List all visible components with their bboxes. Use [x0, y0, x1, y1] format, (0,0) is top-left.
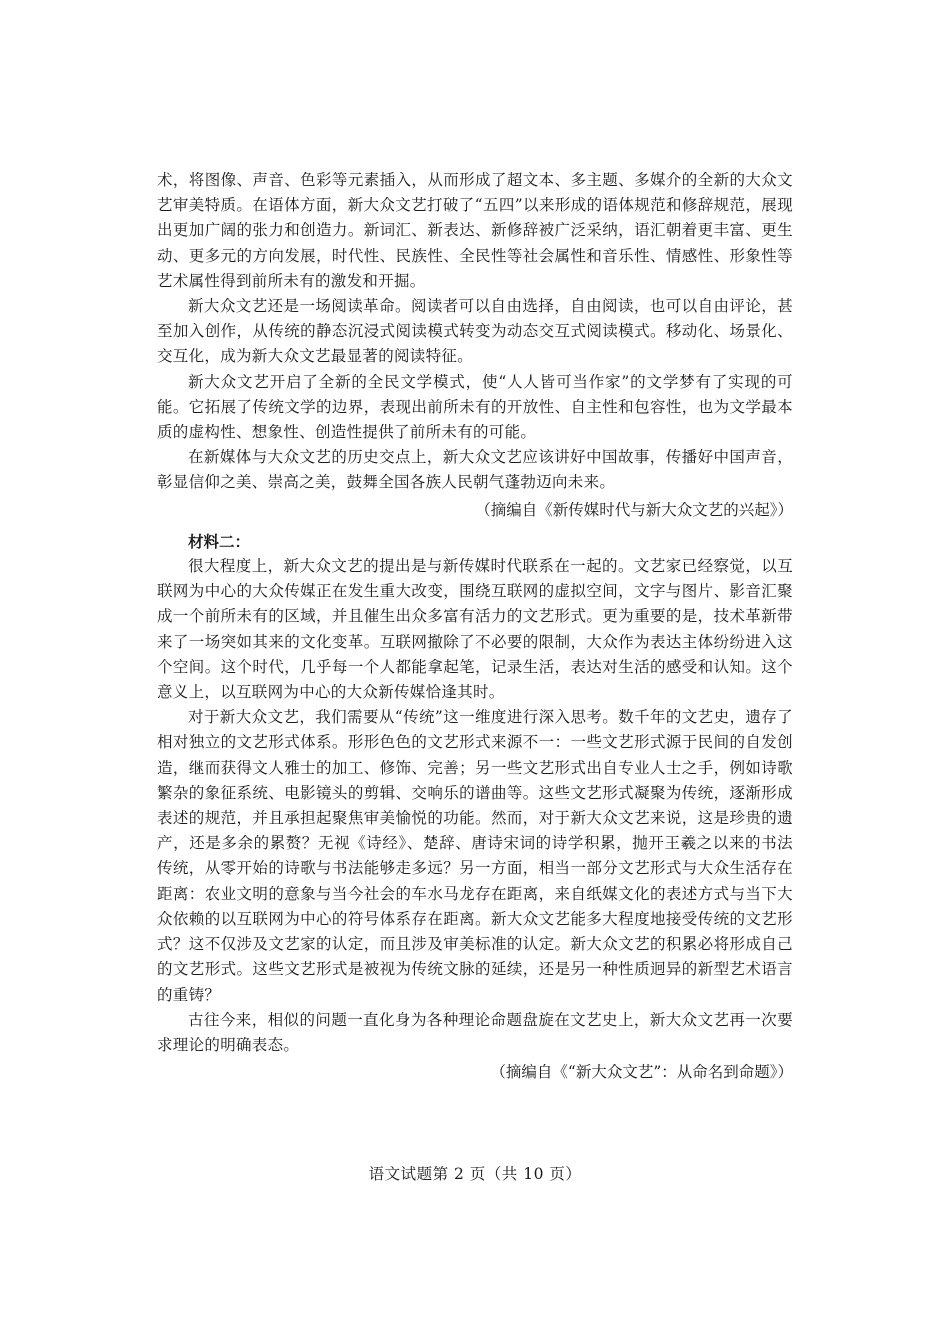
section-title-material-two: 材料二： [188, 531, 251, 551]
page-footer: 语文试题第 2 页（共 10 页） [368, 1165, 582, 1183]
paragraph: 对于新大众文艺，我们需要从“传统”这一维度进行深入思考。数千年的文艺史，遗存了相对独立的文艺形式体系。形形色色的文艺形式来源不一：一些文艺形式源于民间的自发创造，继而获得文人雅士的加工、修饰、完善；另一些文艺形式出自专业人士之手，例如诗歌繁杂的象征系统、电影镜头的剪辑、交响乐的谱曲等。这些文艺形式凝聚为传统，逐渐形成表述的规范，并且承担起聚焦审美愉悦的功能。然而，对于新大众文艺来说，这是珍贵的遗产，还是多余的累赘？无视《诗经》、楚辞、唐诗宋词的诗学积累，抛开王羲之以来的书法传统，从零开始的诗歌与书法能够走多远？另一方面，相当一部分文艺形式与大众生活存在距离：农业文明的意象与当今社会的车水马龙存在距离，来自纸媒文化的表述方式与当下大众依赖的以互联网为中心的符号体系存在距离。新大众文艺能多大程度地接受传统的文艺形式？这不仅涉及文艺家的认定，而且涉及审美标准的认定。新大众文艺的积累必将形成自己的文艺形式。这些文艺形式是被视为传统文脉的延续，还是另一种性质迥异的新型艺术语言的重铸？ [157, 708, 793, 1004]
source-citation: （摘编自《新传媒时代与新大众文艺的兴起》） [475, 500, 793, 519]
paragraph: 新大众文艺还是一场阅读革命。阅读者可以自由选择，自由阅读，也可以自由评论，甚至加入创作，从传统的静态沉浸式阅读模式转变为动态交互式阅读模式。移动化、场景化、交互化，成为新大众文艺最显著的阅读特征。 [157, 297, 793, 366]
paragraph: 很大程度上，新大众文艺的提出是与新传媒时代联系在一起的。文艺家已经察觉，以互联网为中心的大众传媒正在发生重大改变，围绕互联网的虚拟空间，文字与图片、影音汇聚成一个前所未有的区域，并且催生出众多富有活力的文艺形式。更为重要的是，技术革新带来了一场突如其来的文化变革。互联网撤除了不必要的限制，大众作为表达主体纷纷进入这个空间。这个时代，几乎每一个人都能拿起笔，记录生活，表达对生活的感受和认知。这个意义上，以互联网为中心的大众新传媒恰逢其时。 [157, 557, 793, 702]
paragraph: 古往今来，相似的问题一直化身为各种理论命题盘旋在文艺史上，新大众文艺再一次要求理论的明确表态。 [157, 1010, 793, 1054]
paragraph: 在新媒体与大众文艺的历史交点上，新大众文艺应该讲好中国故事，传播好中国声音，彰显信仰之美、崇高之美，鼓舞全国各族人民朝气蓬勃迈向未来。 [157, 448, 793, 492]
paragraph-continued: 术，将图像、声音、色彩等元素插入，从而形成了超文本、多主题、多媒介的全新的大众文艺审美特质。在语体方面，新大众文艺打破了“五四”以来形成的语体规范和修辞规范，展现出更加广阔的张力和创造力。新词汇、新表达、新修辞被广泛采纳，语汇朝着更丰富、更生动、更多元的方向发展，时代性、民族性、全民性等社会属性和音乐性、情感性、形象性等艺术属性得到前所未有的激发和开掘。 [157, 171, 793, 290]
source-citation: （摘编自《“新大众文艺”：从命名到命题》） [490, 1063, 793, 1082]
document-body [157, 168, 793, 1091]
paragraph: 新大众文艺开启了全新的全民文学模式，使“人人皆可当作家”的文学梦有了实现的可能。它拓展了传统文学的边界，表现出前所未有的开放性、自主性和包容性，也为文学最本质的虚构性、想象性、创造性提供了前所未有的可能。 [157, 372, 793, 442]
